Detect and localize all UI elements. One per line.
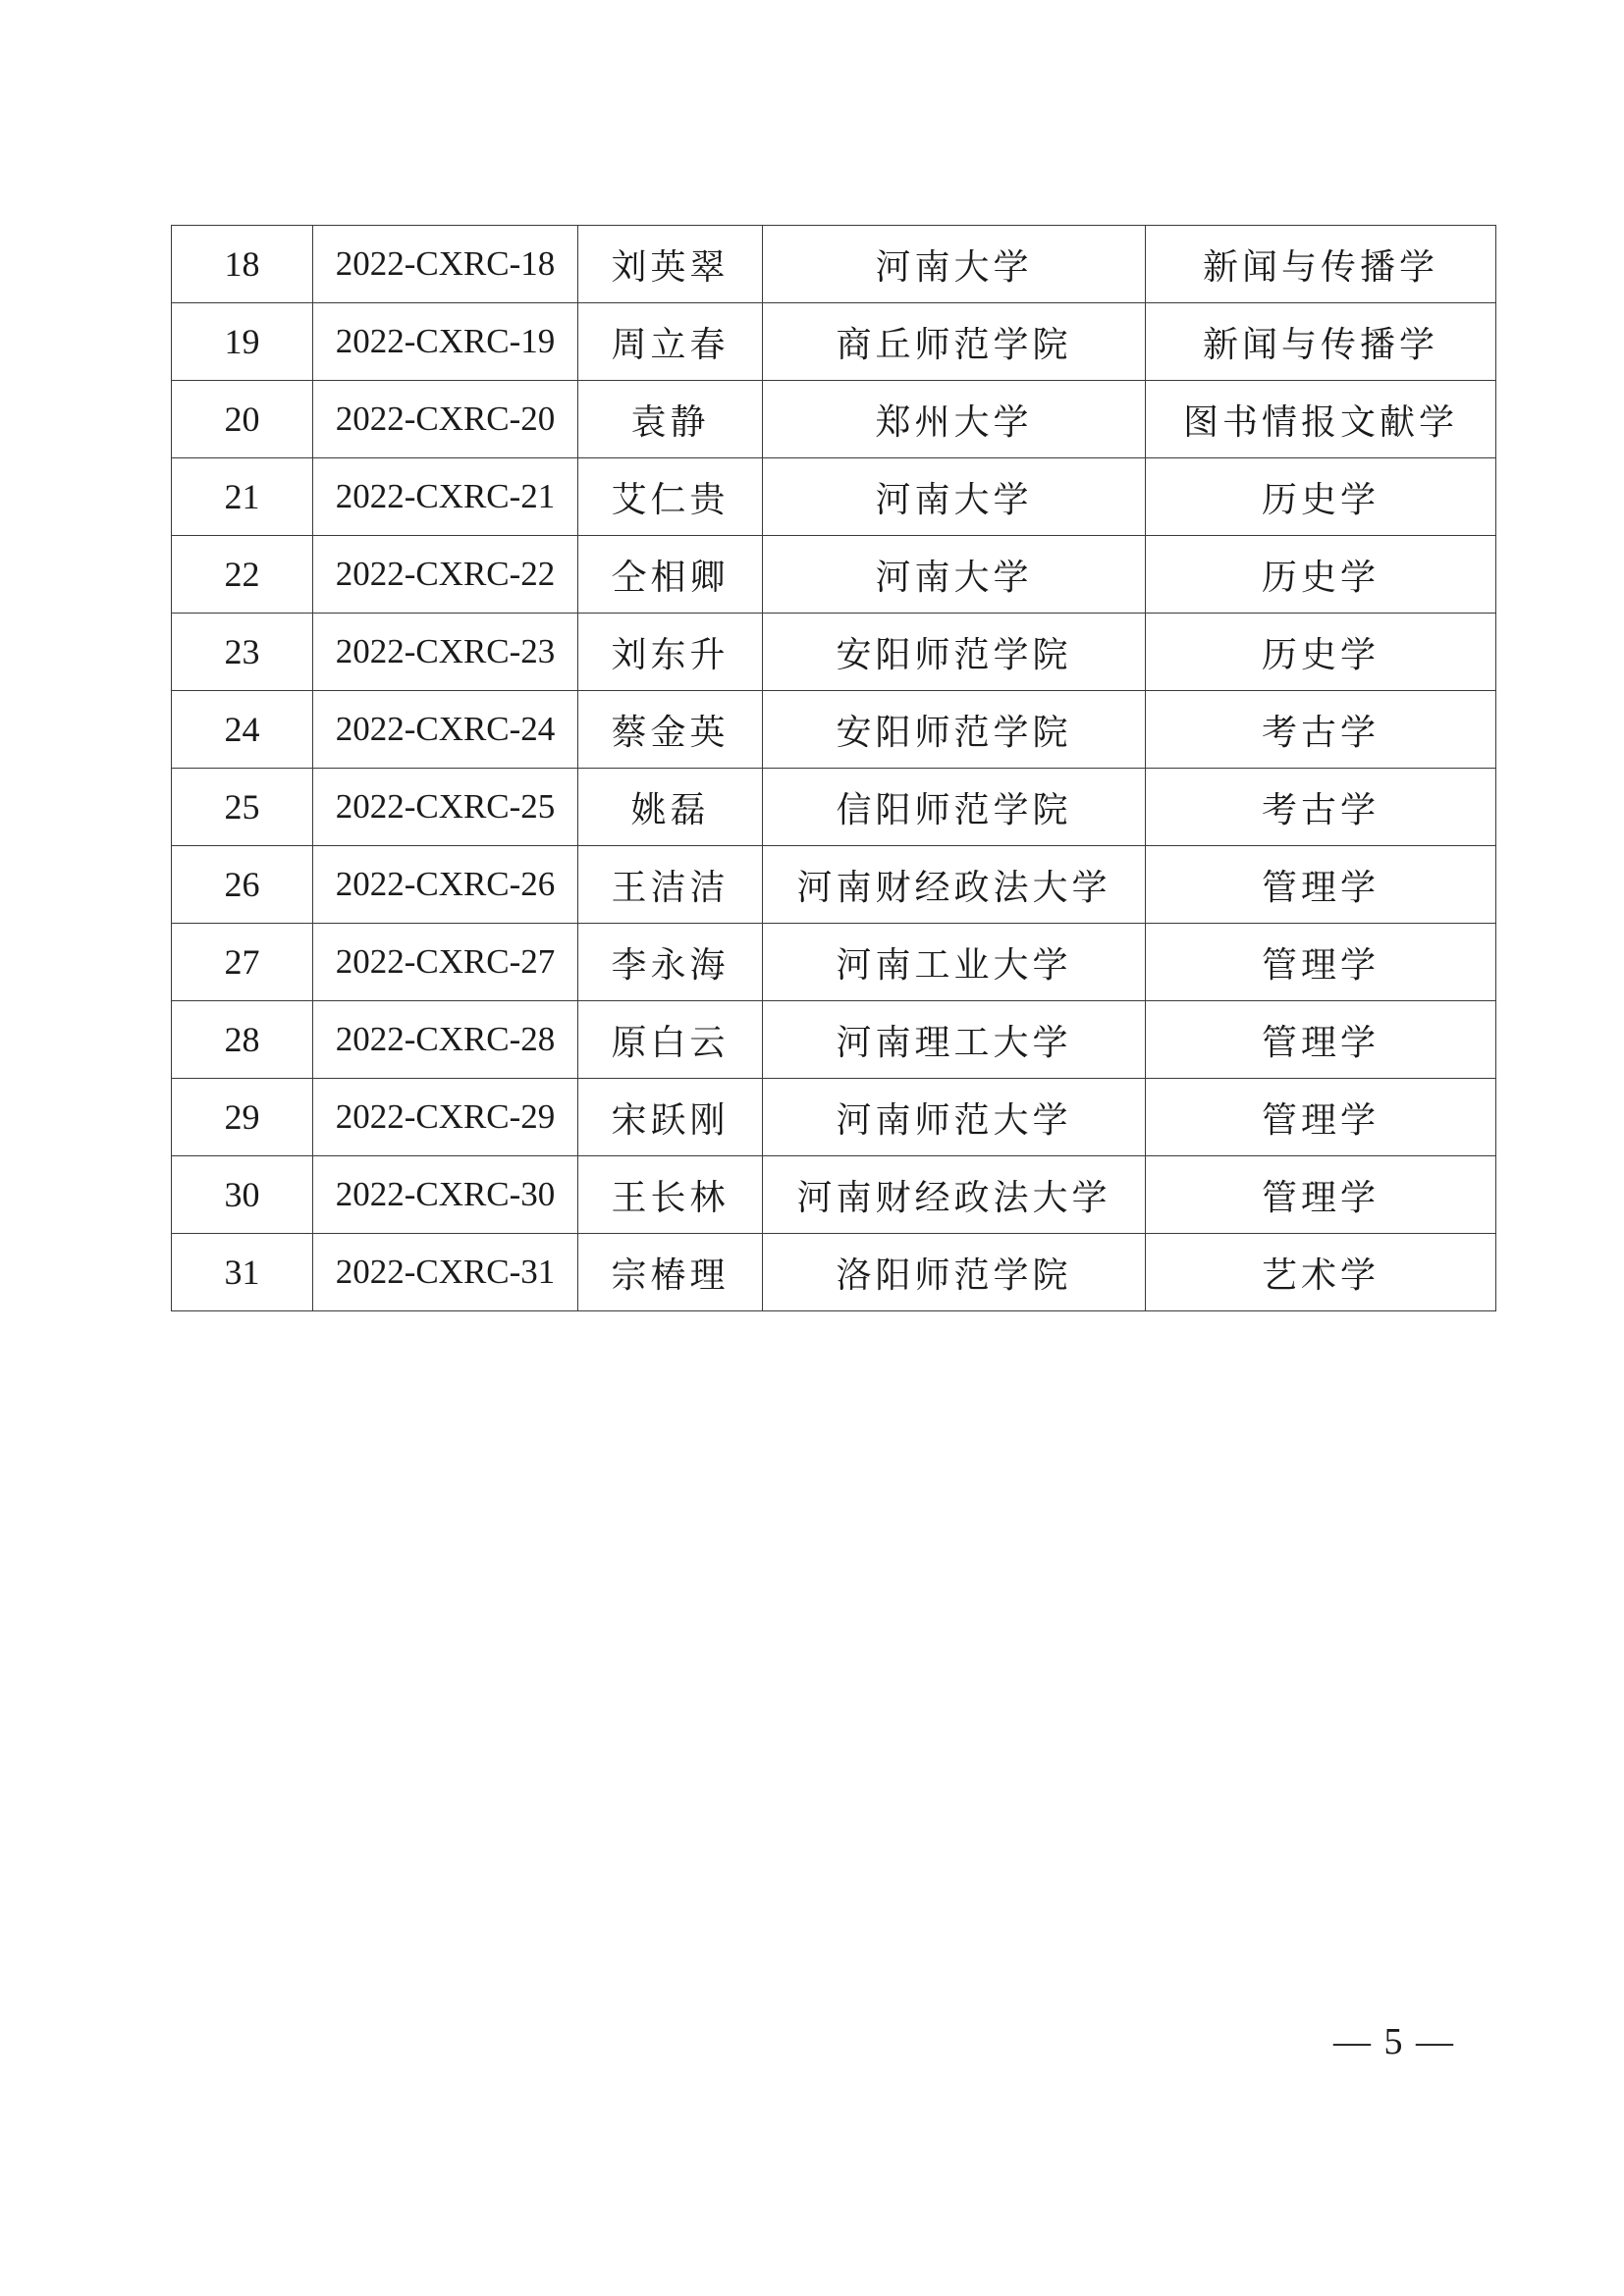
cell-person-name: 袁静 xyxy=(578,381,763,458)
cell-institution: 河南大学 xyxy=(763,536,1146,614)
cell-person-name: 李永海 xyxy=(578,924,763,1001)
roster-table-body xyxy=(172,226,1496,1311)
cell-institution: 河南理工大学 xyxy=(763,1001,1146,1079)
cell-project-code: 2022-CXRC-29 xyxy=(313,1079,578,1156)
cell-serial-number: 23 xyxy=(172,614,313,691)
cell-institution: 河南大学 xyxy=(763,226,1146,303)
cell-institution: 河南工业大学 xyxy=(763,924,1146,1001)
table-row xyxy=(172,381,1496,458)
cell-project-code: 2022-CXRC-26 xyxy=(313,846,578,924)
cell-discipline: 管理学 xyxy=(1146,924,1496,1001)
page-number: — 5 — xyxy=(1333,2021,1455,2062)
cell-institution: 河南大学 xyxy=(763,458,1146,536)
talent-roster-table xyxy=(171,225,1496,1311)
cell-institution: 河南师范大学 xyxy=(763,1079,1146,1156)
cell-discipline: 艺术学 xyxy=(1146,1234,1496,1311)
cell-project-code: 2022-CXRC-20 xyxy=(313,381,578,458)
cell-person-name: 宗椿理 xyxy=(578,1234,763,1311)
cell-serial-number: 20 xyxy=(172,381,313,458)
table-row xyxy=(172,846,1496,924)
cell-person-name: 刘英翠 xyxy=(578,226,763,303)
cell-project-code: 2022-CXRC-18 xyxy=(313,226,578,303)
cell-discipline: 管理学 xyxy=(1146,1079,1496,1156)
cell-person-name: 周立春 xyxy=(578,303,763,381)
table-row xyxy=(172,458,1496,536)
cell-discipline: 历史学 xyxy=(1146,536,1496,614)
cell-institution: 河南财经政法大学 xyxy=(763,1156,1146,1234)
cell-discipline: 考古学 xyxy=(1146,691,1496,769)
cell-project-code: 2022-CXRC-30 xyxy=(313,1156,578,1234)
table-row xyxy=(172,226,1496,303)
cell-serial-number: 27 xyxy=(172,924,313,1001)
cell-serial-number: 31 xyxy=(172,1234,313,1311)
cell-person-name: 王长林 xyxy=(578,1156,763,1234)
table-row xyxy=(172,1156,1496,1234)
table-row xyxy=(172,1001,1496,1079)
cell-serial-number: 21 xyxy=(172,458,313,536)
cell-serial-number: 18 xyxy=(172,226,313,303)
cell-person-name: 艾仁贵 xyxy=(578,458,763,536)
cell-discipline: 新闻与传播学 xyxy=(1146,226,1496,303)
cell-project-code: 2022-CXRC-27 xyxy=(313,924,578,1001)
cell-project-code: 2022-CXRC-24 xyxy=(313,691,578,769)
cell-institution: 信阳师范学院 xyxy=(763,769,1146,846)
cell-person-name: 蔡金英 xyxy=(578,691,763,769)
table-row xyxy=(172,614,1496,691)
cell-discipline: 历史学 xyxy=(1146,458,1496,536)
cell-serial-number: 25 xyxy=(172,769,313,846)
cell-institution: 安阳师范学院 xyxy=(763,691,1146,769)
cell-person-name: 原白云 xyxy=(578,1001,763,1079)
cell-serial-number: 22 xyxy=(172,536,313,614)
cell-project-code: 2022-CXRC-25 xyxy=(313,769,578,846)
cell-person-name: 仝相卿 xyxy=(578,536,763,614)
cell-serial-number: 24 xyxy=(172,691,313,769)
cell-serial-number: 29 xyxy=(172,1079,313,1156)
table-row xyxy=(172,303,1496,381)
cell-person-name: 姚磊 xyxy=(578,769,763,846)
cell-project-code: 2022-CXRC-21 xyxy=(313,458,578,536)
cell-discipline: 管理学 xyxy=(1146,1156,1496,1234)
cell-project-code: 2022-CXRC-23 xyxy=(313,614,578,691)
cell-serial-number: 28 xyxy=(172,1001,313,1079)
cell-institution: 洛阳师范学院 xyxy=(763,1234,1146,1311)
cell-discipline: 图书情报文献学 xyxy=(1146,381,1496,458)
cell-project-code: 2022-CXRC-19 xyxy=(313,303,578,381)
cell-discipline: 考古学 xyxy=(1146,769,1496,846)
cell-serial-number: 26 xyxy=(172,846,313,924)
cell-discipline: 管理学 xyxy=(1146,1001,1496,1079)
cell-discipline: 管理学 xyxy=(1146,846,1496,924)
cell-person-name: 王洁洁 xyxy=(578,846,763,924)
table-row xyxy=(172,769,1496,846)
table-row xyxy=(172,536,1496,614)
cell-project-code: 2022-CXRC-28 xyxy=(313,1001,578,1079)
table-row xyxy=(172,1079,1496,1156)
cell-institution: 郑州大学 xyxy=(763,381,1146,458)
cell-person-name: 宋跃刚 xyxy=(578,1079,763,1156)
cell-institution: 河南财经政法大学 xyxy=(763,846,1146,924)
cell-project-code: 2022-CXRC-22 xyxy=(313,536,578,614)
cell-person-name: 刘东升 xyxy=(578,614,763,691)
cell-project-code: 2022-CXRC-31 xyxy=(313,1234,578,1311)
table-row xyxy=(172,1234,1496,1311)
cell-institution: 安阳师范学院 xyxy=(763,614,1146,691)
cell-discipline: 新闻与传播学 xyxy=(1146,303,1496,381)
cell-discipline: 历史学 xyxy=(1146,614,1496,691)
cell-institution: 商丘师范学院 xyxy=(763,303,1146,381)
table-row xyxy=(172,691,1496,769)
cell-serial-number: 19 xyxy=(172,303,313,381)
table-row xyxy=(172,924,1496,1001)
cell-serial-number: 30 xyxy=(172,1156,313,1234)
